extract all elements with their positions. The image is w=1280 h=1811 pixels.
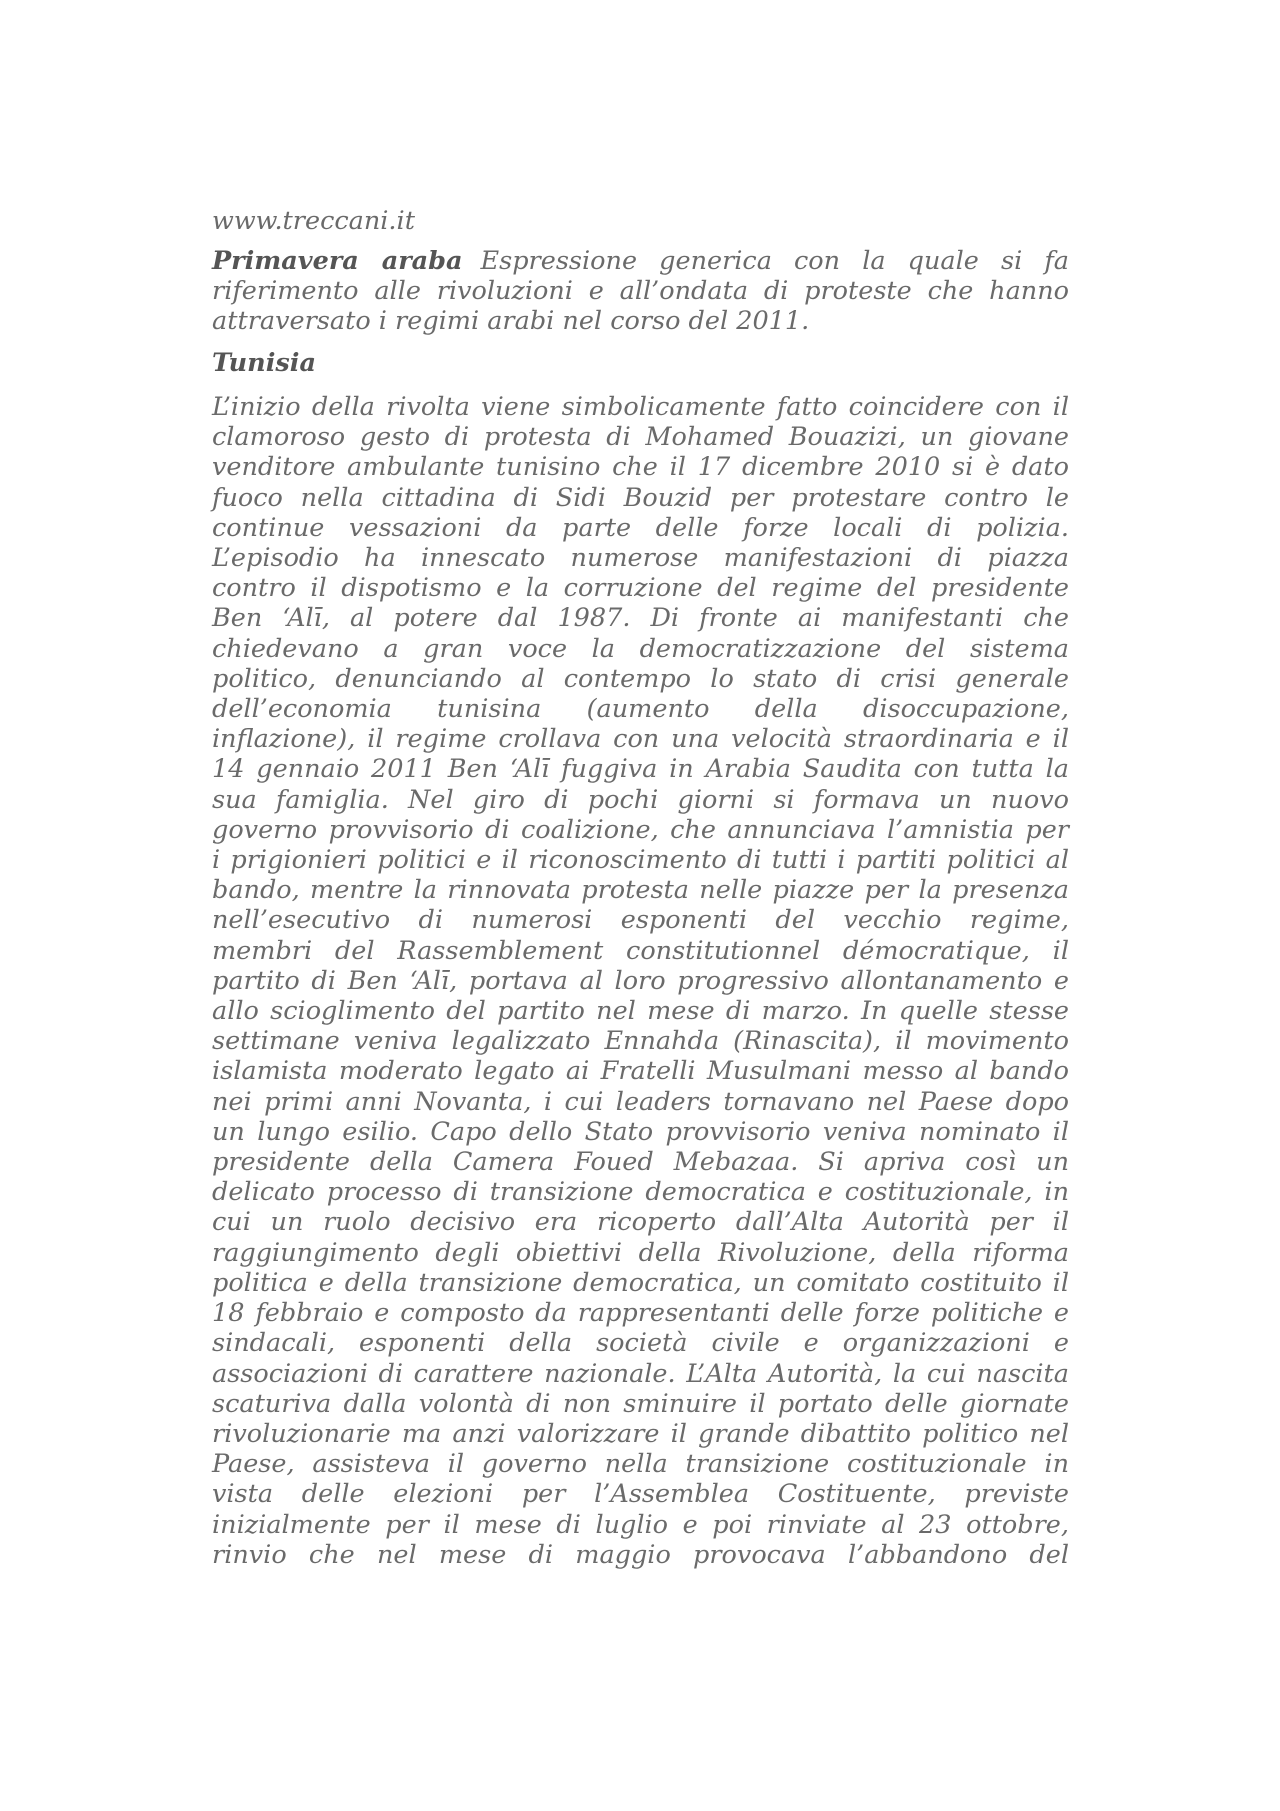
body-line: L’episodio ha innescato numerose manifestazioni di piazza xyxy=(212,543,1069,574)
body-line: cui un ruolo decisivo era ricoperto dall’Alta Autorità per il xyxy=(212,1207,1069,1238)
intro-paragraph xyxy=(212,246,1069,336)
body-line: membri del Rassemblement constitutionnel démocratique, il xyxy=(212,935,1069,966)
body-line: bando, mentre la rinnovata protesta nelle piazze per la presenza xyxy=(212,875,1069,906)
body-line: associazioni di carattere nazionale. L’Alta Autorità, la cui nascita xyxy=(212,1358,1069,1389)
body-line: clamoroso gesto di protesta di Mohamed Bouazizi, un giovane xyxy=(212,422,1069,453)
body-line: allo scioglimento del partito nel mese di marzo. In quelle stesse xyxy=(212,996,1069,1027)
body-line: Ben ‘Alī, al potere dal 1987. Di fronte ai manifestanti che xyxy=(212,603,1069,634)
body-line: partito di Ben ‘Alī, portava al loro progressivo allontanamento e xyxy=(212,965,1069,996)
body-line: presidente della Camera Foued Mebazaa. Si apriva così un xyxy=(212,1147,1069,1178)
body-line: rinvio che nel mese di maggio provocava l’abbandono del xyxy=(212,1539,1069,1570)
body-line: politico, denunciando al contempo lo stato di crisi generale xyxy=(212,663,1069,694)
body-line: un lungo esilio. Capo dello Stato provvisorio veniva nominato il xyxy=(212,1116,1069,1147)
body-line: politica e della transizione democratica, un comitato costituito il xyxy=(212,1267,1069,1298)
body-line: 18 febbraio e composto da rappresentanti delle forze politiche e xyxy=(212,1298,1069,1329)
body-line: nell’esecutivo di numerosi esponenti del vecchio regime, xyxy=(212,905,1069,936)
body-line: contro il dispotismo e la corruzione del regime del presidente xyxy=(212,573,1069,604)
body-line: dell’economia tunisina (aumento della disoccupazione, xyxy=(212,694,1069,725)
body-line: 14 gennaio 2011 Ben ‘Alī fuggiva in Arabia Saudita con tutta la xyxy=(212,754,1069,785)
body-line: L’inizio della rivolta viene simbolicamente fatto coincidere con il xyxy=(212,392,1069,422)
intro-definition: Espressione generica con la quale si fa riferimento alle rivoluzioni e all’ondata di proteste che hanno attraversato i regimi arabi nel corso del 2011. xyxy=(212,246,1069,336)
body-line: governo provvisorio di coalizione, che annunciava l’amnistia per xyxy=(212,814,1069,845)
body-line: sua famiglia. Nel giro di pochi giorni si formava un nuovo xyxy=(212,784,1069,815)
body-line: chiedevano a gran voce la democratizzazione del sistema xyxy=(212,633,1069,664)
body-line: i prigionieri politici e il riconoscimento di tutti i partiti politici al xyxy=(212,845,1069,876)
body-line: vista delle elezioni per l’Assemblea Costituente, previste xyxy=(212,1479,1069,1510)
body-line: inizialmente per il mese di luglio e poi rinviate al 23 ottobre, xyxy=(212,1509,1069,1540)
body-line: delicato processo di transizione democratica e costituzionale, in xyxy=(212,1177,1069,1208)
body-line: settimane veniva legalizzato Ennahda (Rinascita), il movimento xyxy=(212,1026,1069,1057)
body-line: sindacali, esponenti della società civile e organizzazioni e xyxy=(212,1328,1069,1359)
body-line: venditore ambulante tunisino che il 17 dicembre 2010 si è dato xyxy=(212,452,1069,483)
source-url: www.treccani.it xyxy=(212,206,415,236)
body-line: inflazione), il regime crollava con una velocità straordinaria e il xyxy=(212,724,1069,755)
intro-term: Primavera araba xyxy=(212,246,463,276)
body-line: scaturiva dalla volontà di non sminuire il portato delle giornate xyxy=(212,1388,1069,1419)
body-line: islamista moderato legato ai Fratelli Musulmani messo al bando xyxy=(212,1056,1069,1087)
body-line: fuoco nella cittadina di Sidi Bouzid per protestare contro le xyxy=(212,482,1069,513)
body-line: Paese, assisteva il governo nella transizione costituzionale in xyxy=(212,1449,1069,1480)
body-line: nei primi anni Novanta, i cui leaders tornavano nel Paese dopo xyxy=(212,1086,1069,1117)
body-line: raggiungimento degli obiettivi della Rivoluzione, della riforma xyxy=(212,1237,1069,1268)
section-body xyxy=(212,392,1069,1570)
document-page xyxy=(212,206,1069,1570)
body-line: rivoluzionarie ma anzi valorizzare il grande dibattito politico nel xyxy=(212,1418,1069,1449)
body-line: continue vessazioni da parte delle forze locali di polizia. xyxy=(212,512,1069,543)
section-heading: Tunisia xyxy=(212,348,316,378)
